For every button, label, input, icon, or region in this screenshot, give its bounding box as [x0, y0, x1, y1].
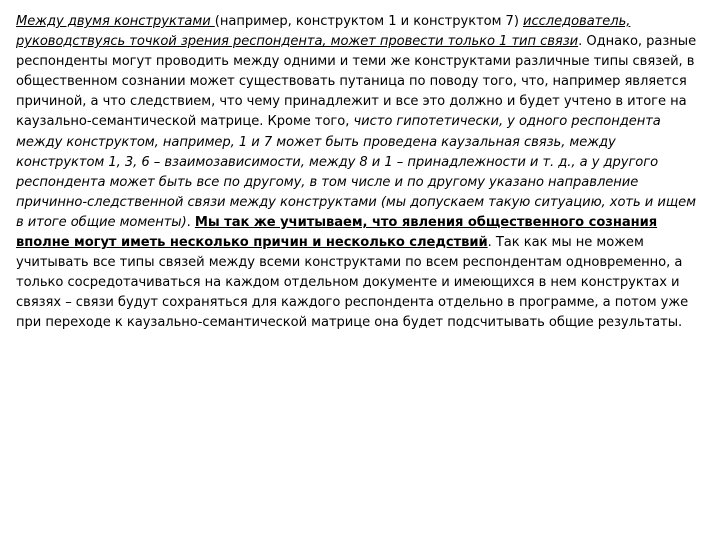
example-constructs-text: (например, конструктом 1 и конструктом 7)	[214, 14, 523, 29]
emphasis-multiple-causes: Мы так же учитываем, что явления общественного сознания вполне могут иметь несколько причин и несколько следствий	[16, 214, 658, 251]
body-paragraph	[16, 12, 698, 334]
emphasis-constructs-pair: Между двумя конструктами	[16, 14, 215, 29]
hypothetical-example-text: чисто гипотетически, у одного респондента между конструктом, например, 1 и 7 может быть проведена каузальная связь, между конструктом 1, 3, 6 – взаимозависимости, между 8 и 1 – принадлежности и т. д., а у другого респондента может быть все по другому, в том числе и по другому указано направление причинно-следственной связи между конструктами (мы допускаем такую ситуацию, хоть и ищем в итоге общие моменты)	[16, 114, 696, 230]
program-storage-text: . Так как мы не можем учитывать все типы связей между всеми конструктами по всем респондентам одновременно, а только сосредотачиваться на каждом отдельном документе и имеющихся в нем конструктах и связях – связи будут сохраняться для каждого респондента отдельно в программе, а потом уже при переходе к каузально-семантической матрице она будет подсчитывать общие результаты.	[16, 235, 689, 331]
sentence-separator: .	[186, 214, 195, 230]
emphasis-one-link-type: исследователь, руководствуясь точкой зрения респондента, может провести только 1 тип связи	[16, 14, 631, 50]
respondents-confusion-text: . Однако, разные респонденты могут проводить между одними и теми же конструктами различные типы связей, в общественном сознании может существовать путаница по поводу того, что, например является причиной, а что следствием, что чему принадлежит и все это должно и будет учтено в итоге на каузально-семантической матрице. Кроме того,	[16, 34, 697, 130]
